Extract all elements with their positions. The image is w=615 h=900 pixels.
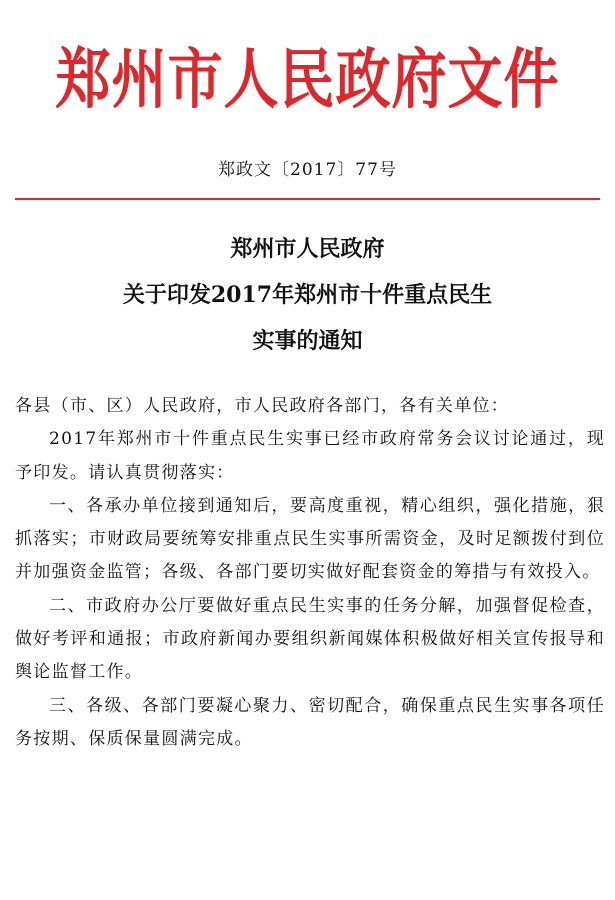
document-title xyxy=(0,226,615,364)
document-title-line-1: 郑州市人民政府 xyxy=(230,236,385,262)
document-number: 郑政文〔2017〕77号 xyxy=(218,160,397,180)
body-paragraph-item-1: 一、各承办单位接到通知后，要高度重视，精心组织，强化措施，狠抓落实；市财政局要统筹安排重点民生实事所需资金，及时足额拨付到位并加强资金监管；各级、各部门要切实做好配套资金的筹措与有效投入。 xyxy=(15,495,605,583)
body-paragraph-item-3: 三、各级、各部门要凝心聚力、密切配合，确保重点民生实事各项任务按期、保质保量圆满完成。 xyxy=(15,695,605,749)
salutation: 各县（市、区）人民政府，市人民政府各部门，各有关单位： xyxy=(15,396,510,416)
issuer-header-title: 郑州市人民政府文件 xyxy=(55,40,560,117)
body-paragraph-intro: 2017年郑州市十件重点民生实事已经市政府常务会议讨论通过，现予印发。请认真贯彻落实： xyxy=(15,429,605,483)
document-title-line-2: 关于印发2017年郑州市十件重点民生 xyxy=(122,282,493,308)
body-paragraph-item-2: 二、市政府办公厅要做好重点民生实事的任务分解，加强督促检查，做好考评和通报；市政府新闻办要组织新闻媒体积极做好相关宣传报导和舆论监督工作。 xyxy=(15,595,605,683)
document-body xyxy=(15,390,605,756)
document-title-line-3: 实事的通知 xyxy=(252,328,363,354)
red-divider-line xyxy=(15,198,600,200)
